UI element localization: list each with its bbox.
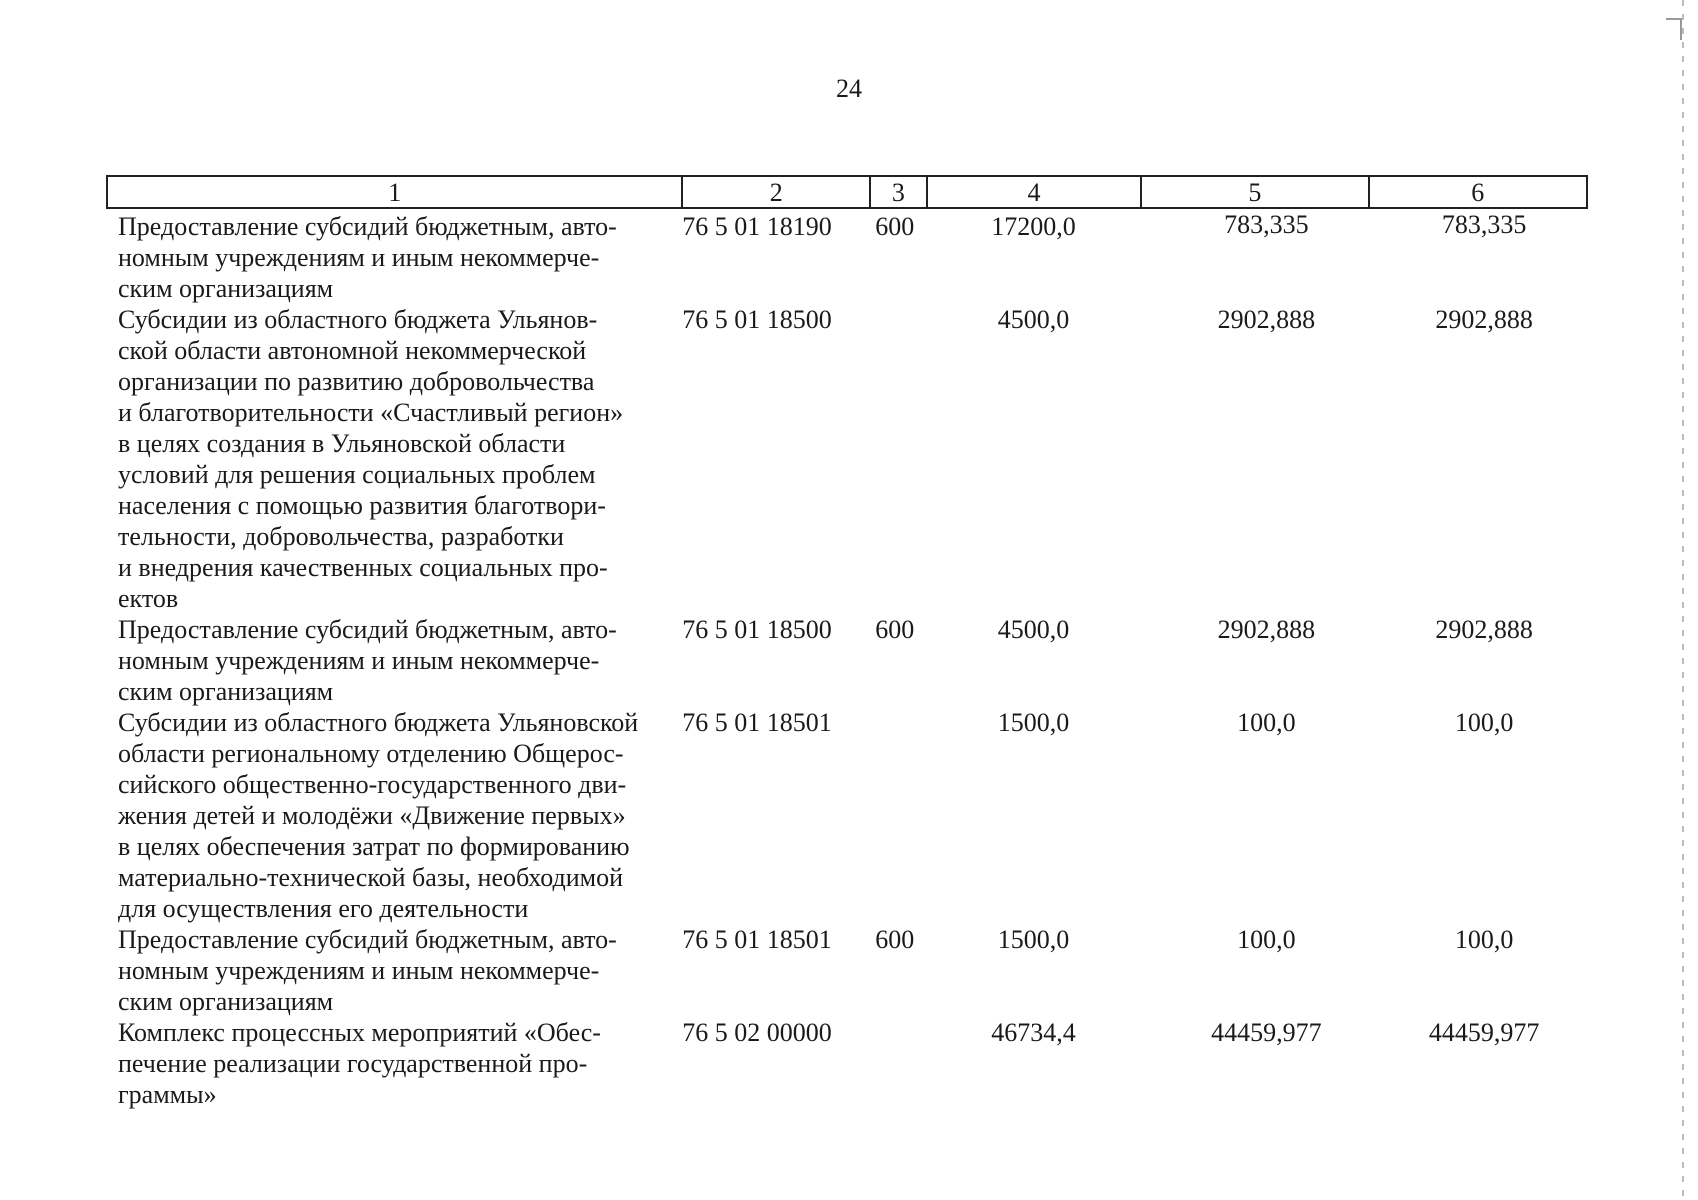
row-description: Комплекс процессных мероприятий «Обес- печение реализации государственной про- граммы»: [118, 1018, 601, 1109]
table-row: [118, 707, 1588, 924]
column-header-2: 2: [683, 177, 871, 207]
row-code: 76 5 01 18500: [682, 305, 832, 334]
page-number: 24: [836, 74, 862, 103]
row-value-5: 44459,977: [1211, 1018, 1322, 1047]
row-description: Предоставление субсидий бюджетным, авто- номным учреждениям и иным некоммерче- ским организациям: [118, 212, 617, 303]
row-description: Субсидии из областного бюджета Ульянов- ской области автономной некоммерческой организации по развитию добровольчества и благотворительности «Счастливый регион» в целях создания в Ульяновской области условий для решения социальных проблем населения с помощью развития благотвори- тельности, добровольчества, разработки и внедрения качественных социальных про- ектов: [118, 305, 624, 613]
row-value-5: 2902,888: [1217, 615, 1316, 644]
row-value-5: 100,0: [1237, 708, 1296, 737]
row-description: Предоставление субсидий бюджетным, авто- номным учреждениям и иным некоммерче- ским организациям: [118, 925, 617, 1016]
row-value-4: 17200,0: [991, 212, 1076, 241]
row-code: 76 5 01 18501: [682, 708, 832, 737]
row-expense-type: [875, 304, 944, 614]
row-value-5: 100,0: [1237, 925, 1296, 954]
table-body: [118, 211, 1588, 1110]
table-row: [118, 1017, 1588, 1110]
row-value-4: 4500,0: [997, 615, 1070, 644]
row-expense-type: 600: [875, 615, 915, 644]
row-expense-type: [875, 707, 944, 924]
column-header-6: 6: [1471, 178, 1485, 207]
column-header-1: 1: [108, 177, 683, 207]
row-value-4: 46734,4: [991, 1018, 1076, 1047]
scan-edge-line: [1682, 0, 1684, 1200]
row-value-6: 44459,977: [1428, 1018, 1540, 1047]
row-expense-type: 600: [875, 925, 915, 954]
column-header-3: 3: [871, 177, 928, 207]
row-value-6: 100,0: [1454, 708, 1514, 737]
row-code: 76 5 02 00000: [682, 1018, 832, 1047]
row-value-6: 2902,888: [1435, 305, 1533, 334]
row-expense-type: 600: [875, 212, 915, 241]
row-value-4: 1500,0: [997, 708, 1070, 737]
row-description: Предоставление субсидий бюджетным, авто- номным учреждениям и иным некоммерче- ским организациям: [118, 615, 617, 706]
table-header-row: [106, 175, 1588, 209]
row-value-4: 1500,0: [997, 925, 1070, 954]
row-code: 76 5 01 18190: [682, 212, 832, 241]
table-row: [118, 924, 1588, 1017]
column-header-4: 4: [928, 177, 1142, 207]
row-description: Субсидии из областного бюджета Ульяновской области региональному отделению Общерос- сийского общественно-государственного дви- жения детей и молодёжи «Движение первых» в целях обеспечения затрат по формированию материально-технической базы, необходимой для осуществления его деятельности: [118, 708, 639, 923]
table-row: [118, 304, 1588, 614]
column-header-5: 5: [1142, 177, 1369, 207]
row-value-6: 783,335: [1441, 210, 1527, 239]
scan-corner-mark: [1666, 18, 1682, 40]
row-value-5: 2902,888: [1217, 305, 1316, 334]
row-value-6: 100,0: [1454, 925, 1514, 954]
row-code: 76 5 01 18500: [682, 615, 832, 644]
table-row: [118, 211, 1588, 304]
row-code: 76 5 01 18501: [682, 925, 832, 954]
row-expense-type: [875, 1017, 944, 1110]
row-value-6: 2902,888: [1435, 615, 1533, 644]
row-value-5: 783,335: [1224, 210, 1309, 239]
table-row: [118, 614, 1588, 707]
row-value-4: 4500,0: [997, 305, 1070, 334]
